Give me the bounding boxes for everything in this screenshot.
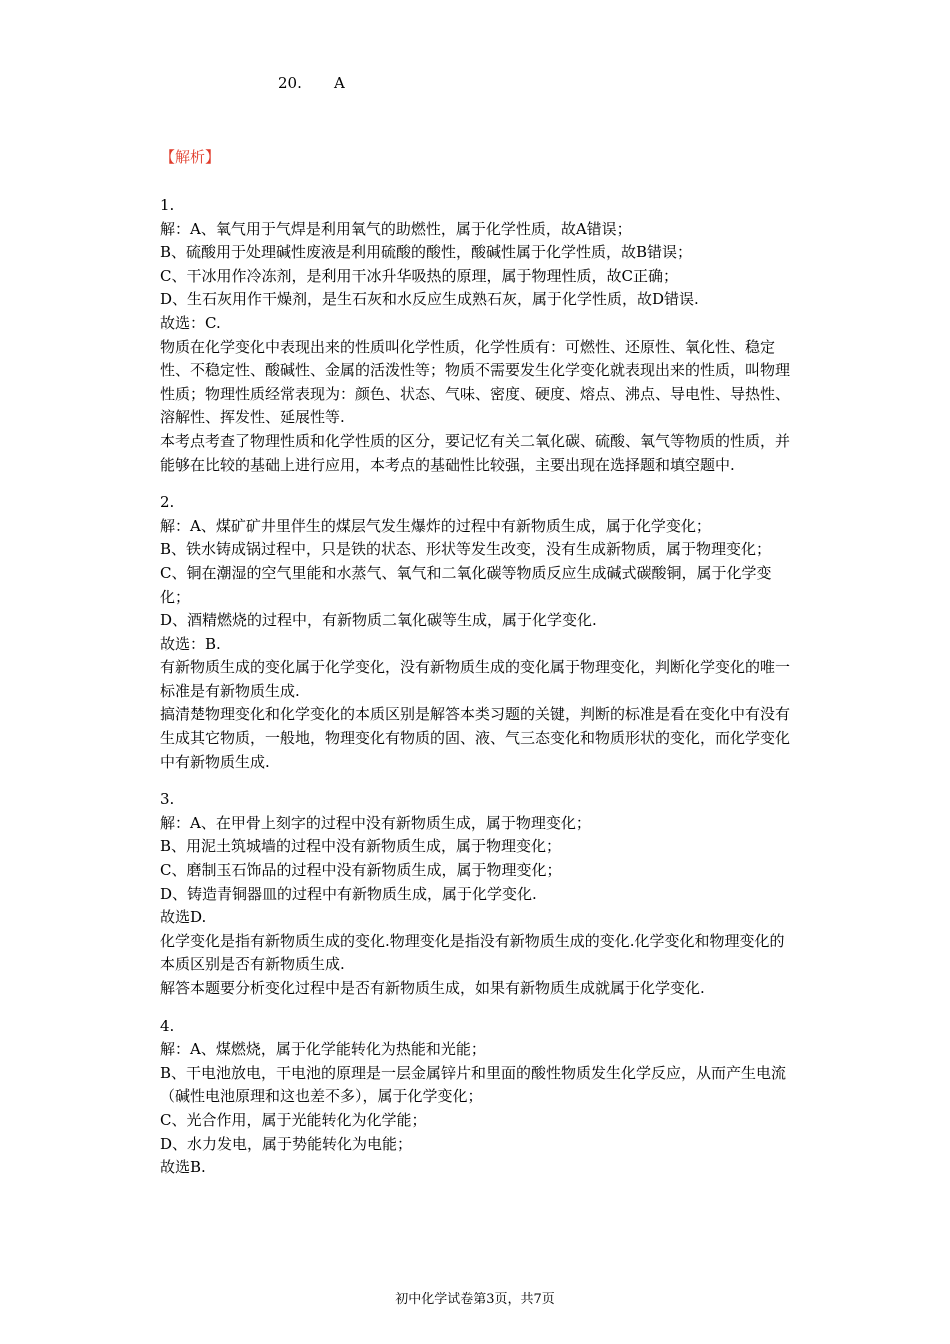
solution-line: C、干冰用作冷冻剂，是利用干冰升华吸热的原理，属于物理性质，故C正确；: [160, 266, 678, 285]
solution-line: 搞清楚物理变化和化学变化的本质区别是解答本类习题的关键，判断的标准是看在变化中有没有生成其它物质，一般地，物理变化有物质的固、液、气三态变化和物质形状的变化，而化学变化中有新物质生成.: [160, 705, 791, 771]
solution-line: B、铁水铸成锅过程中，只是铁的状态、形状等发生改变，没有生成新物质，属于物理变化；: [160, 540, 772, 559]
solution-line: 故选：B.: [160, 634, 221, 653]
solution-line: 解答本题要分析变化过程中是否有新物质生成，如果有新物质生成就属于化学变化.: [160, 979, 705, 997]
solution-line: B、硫酸用于处理碱性废液是利用硫酸的酸性，酸碱性属于化学性质，故B错误；: [160, 243, 693, 262]
solution-line: 化学变化是指有新物质生成的变化.物理变化是指没有新物质生成的变化.化学变化和物理变化的本质区别是否有新物质生成.: [160, 931, 785, 974]
solution-line: D、酒精燃烧的过程中，有新物质二氧化碳等生成，属于化学变化.: [160, 611, 597, 630]
solution-section: [160, 194, 792, 477]
page-footer: 初中化学试卷第3页，共7页: [395, 1292, 555, 1307]
solution-line: 故选B.: [160, 1158, 206, 1177]
solution-line: 本考点考查了物理性质和化学性质的区分，要记忆有关二氧化碳、硫酸、氧气等物质的性质，并能够在比较的基础上进行应用，本考点的基础性比较强，主要出现在选择题和填空题中.: [160, 431, 791, 474]
answer-line: [278, 74, 345, 92]
solution-line: 故选：C.: [160, 313, 221, 332]
solution-line: 解：A、氧气用于气焊是利用氧气的助燃性，属于化学性质，故A错误；: [160, 219, 632, 238]
solution-line: D、水力发电，属于势能转化为电能；: [160, 1134, 413, 1153]
analysis-content: [160, 194, 792, 1194]
question-number: 4.: [160, 1016, 175, 1035]
question-number: 3.: [160, 790, 175, 809]
solution-line: 解：A、煤矿矿井里伴生的煤层气发生爆炸的过程中有新物质生成，属于化学变化；: [160, 516, 711, 535]
solution-section: [160, 788, 792, 1000]
solution-line: 解：A、煤燃烧，属于化学能转化为热能和光能；: [160, 1040, 486, 1059]
answer-letter: A: [334, 74, 345, 92]
solution-line: B、干电池放电，干电池的原理是一层金属锌片和里面的酸性物质发生化学反应，从而产生电流（碱性电池原理和这也差不多），属于化学变化；: [160, 1063, 787, 1106]
solution-line: C、铜在潮湿的空气里能和水蒸气、氧气和二氧化碳等物质反应生成碱式碳酸铜，属于化学变化；: [160, 563, 772, 606]
solution-line: C、光合作用，属于光能转化为化学能；: [160, 1110, 427, 1129]
solution-line: C、磨制玉石饰品的过程中没有新物质生成，属于物理变化；: [160, 861, 562, 880]
solution-line: 解：A、在甲骨上刻字的过程中没有新物质生成，属于物理变化；: [160, 813, 591, 832]
question-number: 1.: [160, 196, 175, 214]
solution-section: [160, 491, 792, 774]
solution-line: 物质在化学变化中表现出来的性质叫化学性质，化学性质有：可燃性、还原性、氧化性、稳定性、不稳定性、酸碱性、金属的活泼性等；物质不需要发生化学变化就表现出来的性质，叫物理性质；物理性质经常表现为：颜色、状态、气味、密度、硬度、熔点、沸点、导电性、导热性、溶解性、挥发性、延展性等.: [160, 337, 791, 427]
solution-line: 有新物质生成的变化属于化学变化，没有新物质生成的变化属于物理变化，判断化学变化的唯一标准是有新物质生成.: [160, 658, 791, 700]
solution-line: 故选D.: [160, 908, 207, 927]
solution-line: B、用泥土筑城墙的过程中没有新物质生成，属于物理变化；: [160, 837, 562, 856]
solution-section: [160, 1015, 792, 1180]
question-number: 2.: [160, 493, 175, 512]
solution-line: D、铸造青铜器皿的过程中有新物质生成，属于化学变化.: [160, 884, 537, 903]
answer-number: 20.: [278, 74, 302, 92]
solution-line: D、生石灰用作干燥剂，是生石灰和水反应生成熟石灰，属于化学性质，故D错误.: [160, 290, 699, 309]
analysis-heading: 【解析】: [160, 148, 221, 166]
